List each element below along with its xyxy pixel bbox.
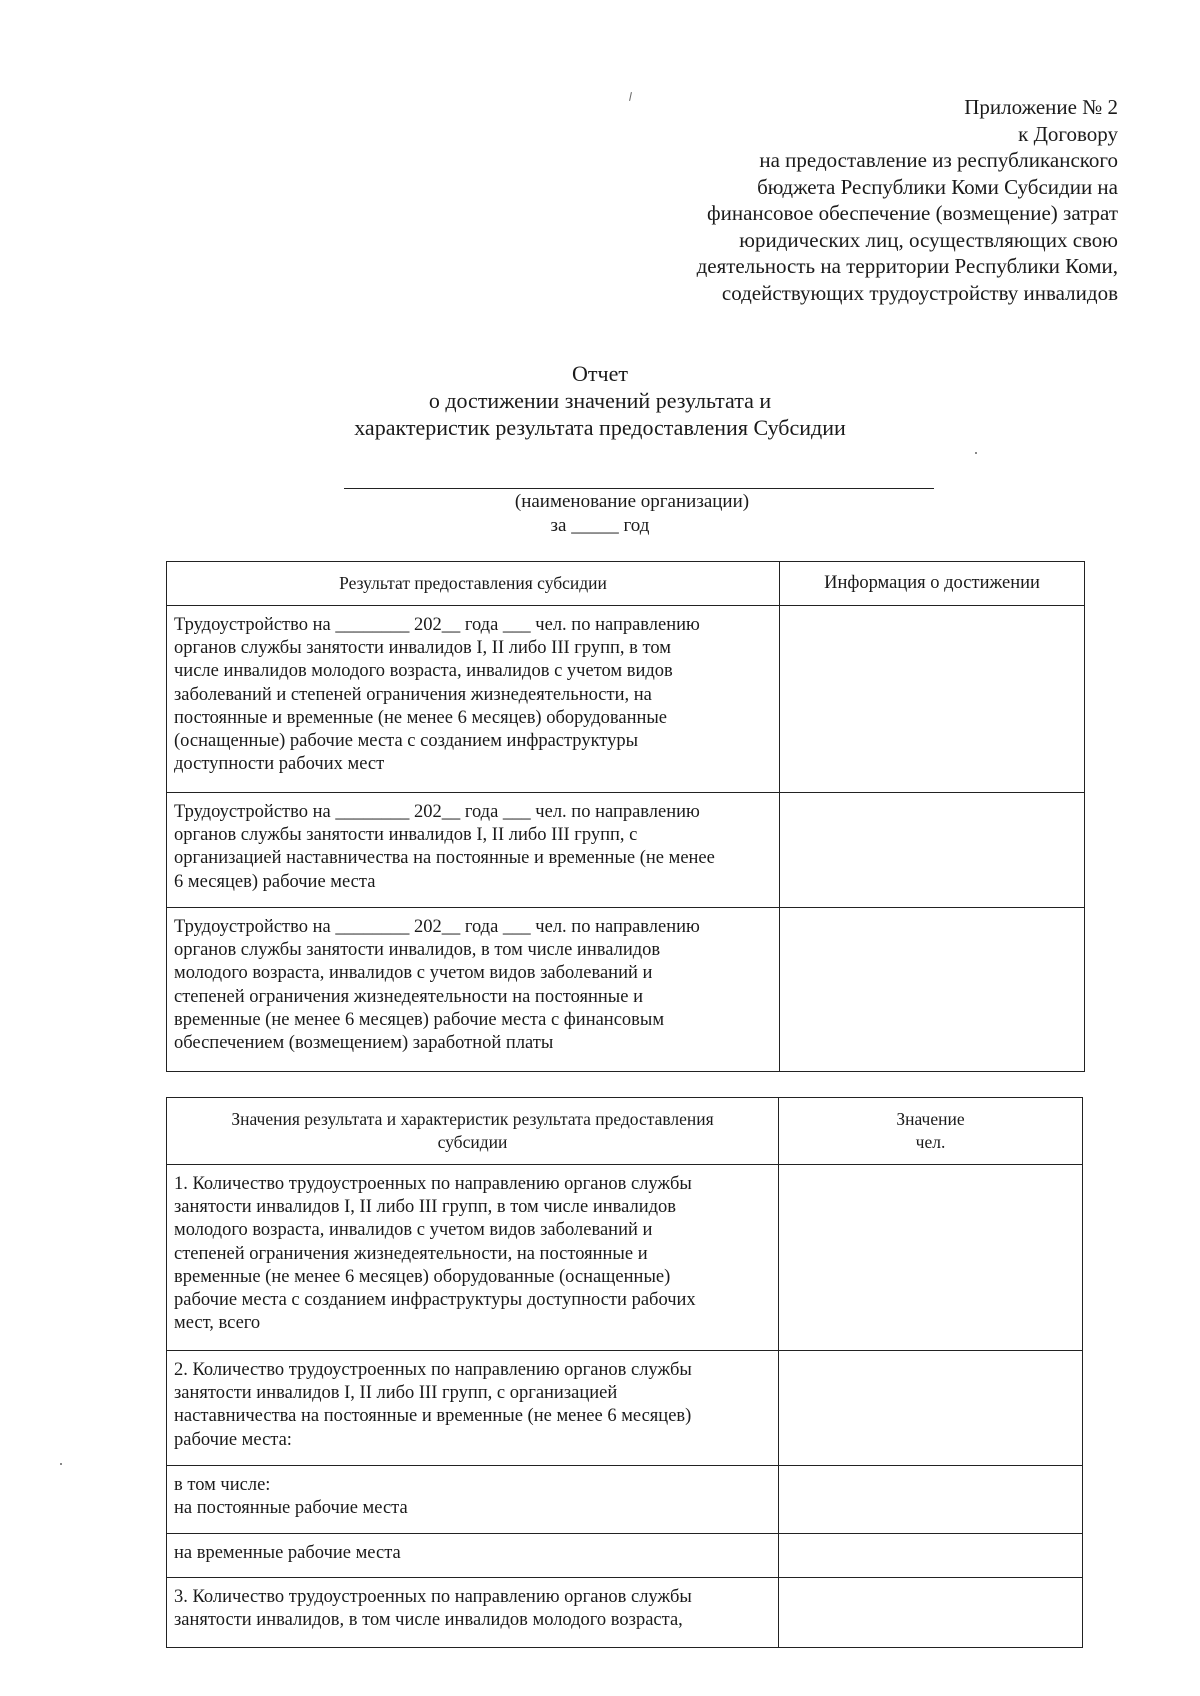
organization-caption-text: (наименование организации) bbox=[514, 491, 750, 512]
appendix-line: Приложение № 2 bbox=[964, 95, 1118, 119]
value-cell bbox=[779, 1165, 1083, 1351]
result-text: Трудоустройство на ________ 202__ года ___ чел. по направлению органов службы занятости инвалидов I, II либо III групп, в том числе инвалидов молодого возраста, инвалидов с учетом видов заболеваний и степеней ограничения жизнедеятельности, на постоянные и временные (не менее 6 месяцев) оборудованные (оснащенные) рабочие места с созданием инфраструктуры доступности рабочих мест bbox=[174, 615, 700, 775]
appendix-header bbox=[697, 94, 1118, 306]
appendix-line: к Договору bbox=[1018, 121, 1118, 146]
scan-mark bbox=[629, 92, 632, 101]
results-table bbox=[166, 561, 1085, 1072]
table-row bbox=[167, 908, 780, 1072]
table-row bbox=[167, 1351, 779, 1466]
indicator-text: 1. Количество трудоустроенных по направлению органов службы занятости инвалидов I, II либо III групп, в том числе инвалидов молодого возраста, инвалидов с учетом видов заболеваний и степеней ограничения жизнедеятельности, на постоянные и временные (не менее 6 месяцев) оборудованные (оснащенные) рабочие места с созданием инфраструктуры доступности рабочих мест, всего bbox=[174, 1174, 696, 1334]
value-cell bbox=[779, 1351, 1083, 1466]
values-header-indicator-text: Значения результата и характеристик результата предоставления субсидии bbox=[231, 1108, 714, 1152]
result-text: Трудоустройство на ________ 202__ года ___ чел. по направлению органов службы занятости инвалидов, в том числе инвалидов молодого возраста, инвалидов с учетом видов заболеваний и степеней ограничения жизнедеятельности на постоянные и временные (не менее 6 месяцев) рабочие места с финансовым обеспечением (возмещением) заработной платы bbox=[174, 917, 700, 1054]
appendix-line: содействующих трудоустройству инвалидов bbox=[721, 280, 1118, 305]
appendix-line: на предоставление из республиканского bbox=[759, 148, 1118, 172]
organization-caption bbox=[0, 490, 1200, 538]
values-header-value-text: Значение чел. bbox=[896, 1108, 965, 1152]
results-header-achievement: Информация о достижении bbox=[780, 562, 1085, 606]
organization-name-blank bbox=[344, 488, 934, 489]
achievement-cell bbox=[780, 606, 1085, 793]
indicator-text: 3. Количество трудоустроенных по направлению органов службы занятости инвалидов, в том числе инвалидов молодого возраста, bbox=[174, 1587, 692, 1631]
achievement-cell bbox=[780, 908, 1085, 1072]
results-header-result: Результат предоставления субсидии bbox=[167, 562, 780, 606]
indicator-text: в том числе: на постоянные рабочие места bbox=[174, 1475, 408, 1519]
table-row bbox=[167, 1578, 779, 1648]
achievement-cell bbox=[780, 793, 1085, 908]
report-title bbox=[0, 360, 1200, 441]
appendix-line: деятельность на территории Республики Коми, bbox=[696, 254, 1118, 278]
scan-speck bbox=[975, 452, 977, 454]
table-row bbox=[167, 1466, 779, 1534]
appendix-line: юридических лиц, осуществляющих свою bbox=[739, 227, 1118, 252]
value-cell bbox=[779, 1466, 1083, 1534]
appendix-line: бюджета Республики Коми Субсидии на bbox=[757, 174, 1118, 199]
indicator-text: на временные рабочие места bbox=[174, 1543, 401, 1563]
value-cell bbox=[779, 1534, 1083, 1578]
scan-speck bbox=[60, 1463, 62, 1465]
table-row bbox=[167, 606, 780, 793]
appendix-line: финансовое обеспечение (возмещение) затрат bbox=[707, 201, 1118, 225]
values-header-indicator bbox=[167, 1098, 779, 1165]
table-row bbox=[167, 793, 780, 908]
table-row bbox=[167, 1165, 779, 1351]
result-text: Трудоустройство на ________ 202__ года ___ чел. по направлению органов службы занятости инвалидов I, II либо III групп, с организацией наставничества на постоянные и временные (не менее 6 месяцев) рабочие места bbox=[174, 802, 715, 892]
values-table bbox=[166, 1097, 1083, 1648]
value-cell bbox=[779, 1578, 1083, 1648]
title-line: Отчет bbox=[572, 361, 628, 386]
title-line: о достижении значений результата и bbox=[428, 388, 772, 413]
indicator-text: 2. Количество трудоустроенных по направлению органов службы занятости инвалидов I, II либо III групп, с организацией наставничества на постоянные и временные (не менее 6 месяцев) рабочие места: bbox=[174, 1360, 692, 1450]
report-period: за _____ год bbox=[550, 515, 650, 536]
values-header-value bbox=[779, 1098, 1083, 1165]
title-line: характеристик результата предоставления Субсидии bbox=[354, 415, 846, 440]
table-row bbox=[167, 1534, 779, 1578]
